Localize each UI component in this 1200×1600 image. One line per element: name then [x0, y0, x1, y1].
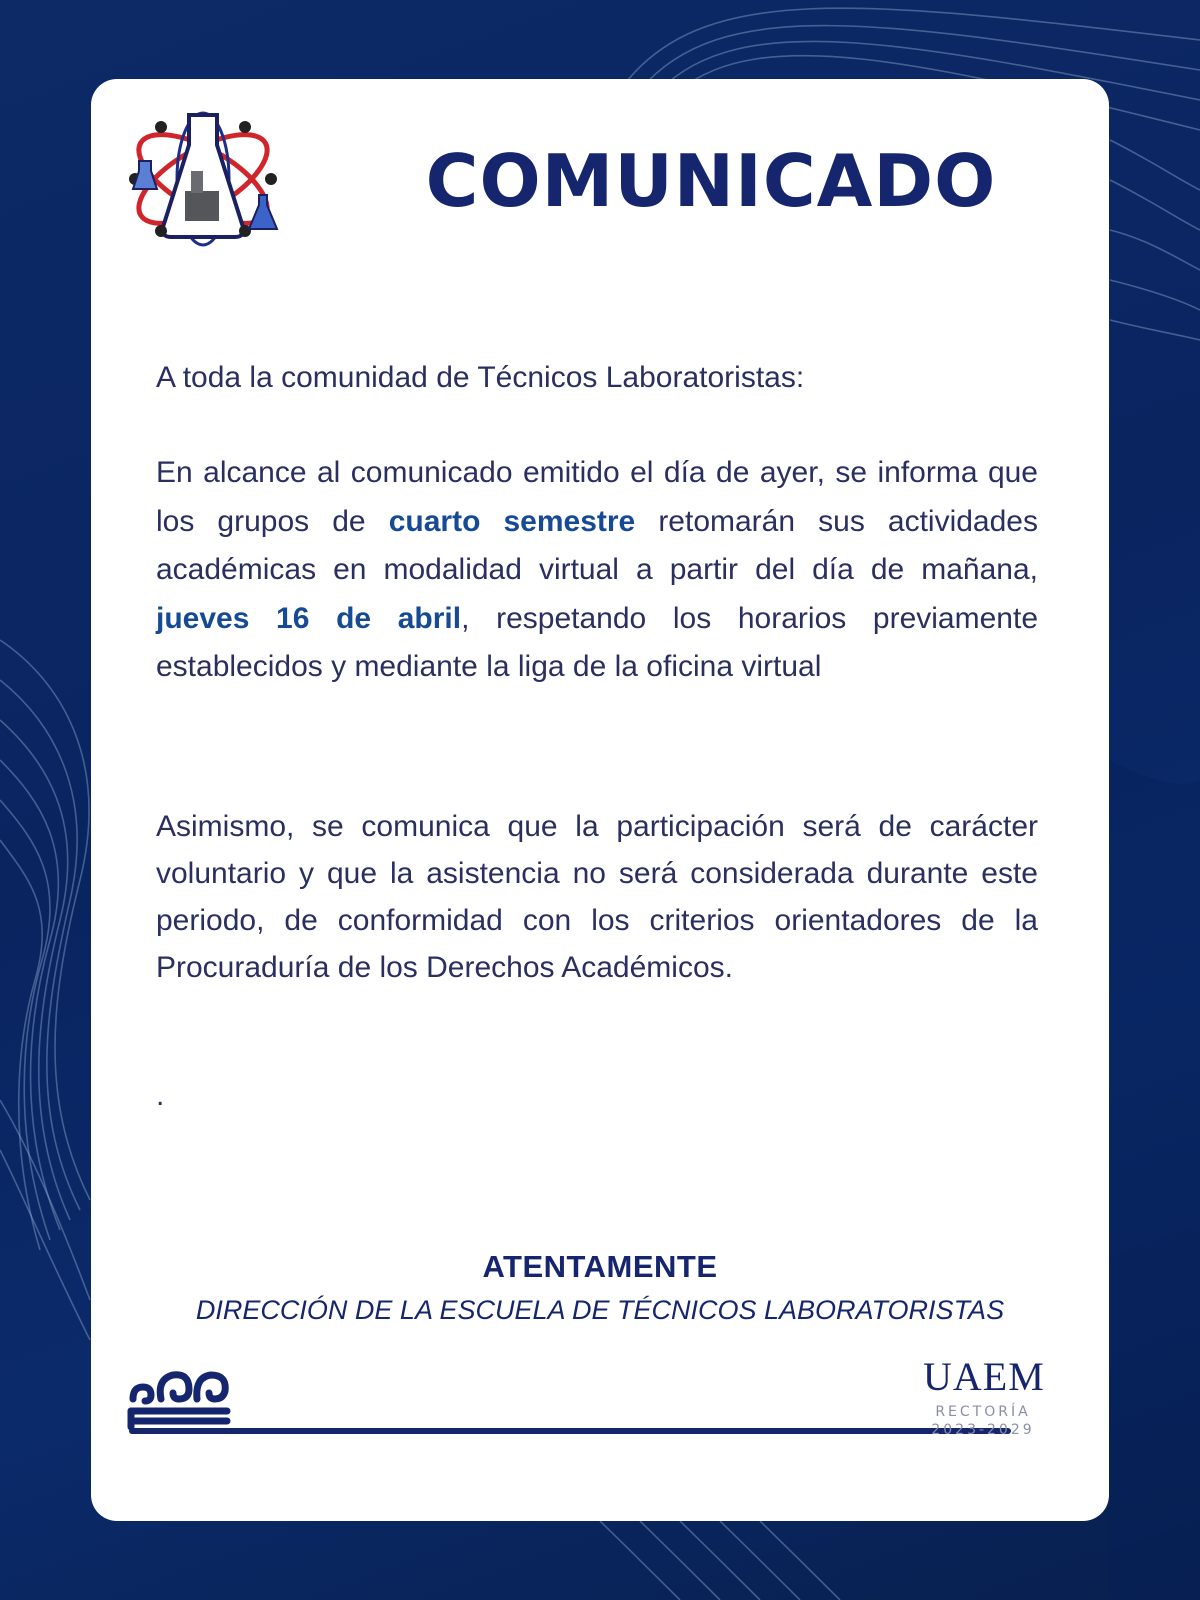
closing-text: ATENTAMENTE: [482, 1249, 718, 1284]
announcement-paragraph-2: Asimismo, se comunica que la participación será de carácter voluntario y que la asistencia no será considerada durante este periodo, de conformidad con los criterios orientadores de la Procuraduría de los Derechos Académicos.: [156, 810, 1038, 985]
announcement-paragraph-1: [156, 449, 1038, 692]
signer-text: DIRECCIÓN DE LA ESCUELA DE TÉCNICOS LABORATORISTAS: [195, 1295, 1005, 1325]
paragraph-1-text-a: En alcance al comunicado emitido el día de ayer, se informa que los grupos de: [156, 456, 1038, 538]
highlight-date: jueves 16 de abril: [156, 601, 462, 635]
page-title: COMUNICADO: [425, 139, 997, 223]
announcement-card: [91, 79, 1109, 1521]
greeting-text: A toda la comunidad de Técnicos Laboratoristas:: [156, 361, 805, 394]
paragraph-1-text-b: retomarán sus actividades académicas en modalidad virtual a partir del día de mañana,: [156, 504, 1038, 587]
laboratory-flask-atom-logo-icon: [117, 109, 289, 249]
uaem-brand-years: 2023-2029: [931, 1422, 1035, 1439]
greca-ornament-icon: [127, 1361, 237, 1431]
trailing-dot: .: [156, 1079, 165, 1112]
footer-divider: [129, 1428, 1011, 1434]
highlight-semester: cuarto semestre: [388, 504, 636, 538]
uaem-brand: [923, 1354, 1045, 1439]
paragraph-1-text-c: , respetando los horarios previamente establecidos y mediante la liga de la oficina virtual: [156, 601, 1038, 684]
uaem-brand-name: UAEM: [923, 1354, 1045, 1399]
uaem-brand-subtitle: RECTORÍA: [935, 1404, 1031, 1420]
